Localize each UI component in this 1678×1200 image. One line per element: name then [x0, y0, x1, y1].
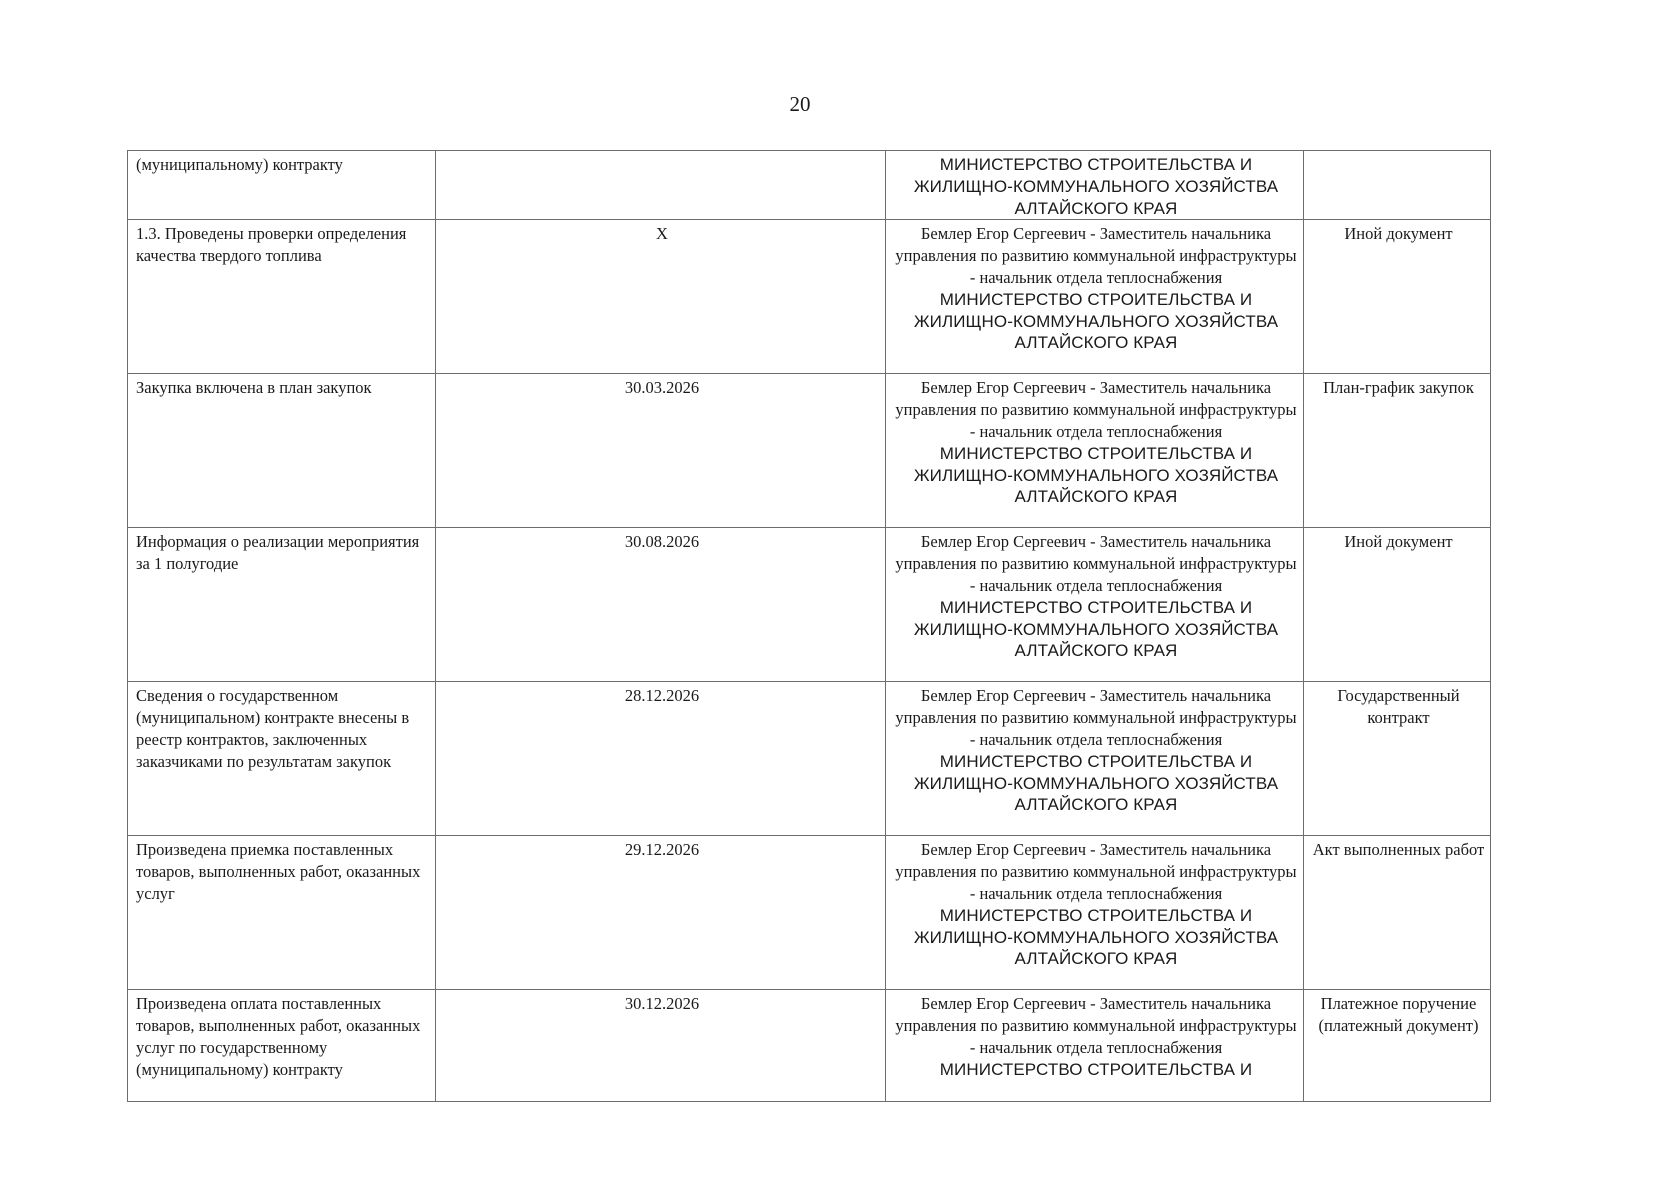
responsible-cell: [886, 528, 1304, 682]
responsible-person: Бемлер Егор Сергеевич - Заместитель начальника управления по развитию коммунальной инфраструктуры - начальник отдела теплоснабжения: [895, 532, 1297, 595]
ministry-name: МИНИСТЕРСТВО СТРОИТЕЛЬСТВА И ЖИЛИЩНО-КОММУНАЛЬНОГО ХОЗЯЙСТВА АЛТАЙСКОГО КРАЯ: [913, 751, 1279, 815]
date-cell: X: [436, 220, 886, 374]
ministry-name: МИНИСТЕРСТВО СТРОИТЕЛЬСТВА И ЖИЛИЩНО-КОММУНАЛЬНОГО ХОЗЯЙСТВА АЛТАЙСКОГО КРАЯ: [913, 443, 1279, 507]
ministry-name: МИНИСТЕРСТВО СТРОИТЕЛЬСТВА И ЖИЛИЩНО-КОММУНАЛЬНОГО ХОЗЯЙСТВА АЛТАЙСКОГО КРАЯ: [913, 597, 1279, 661]
table-row: [128, 682, 1491, 836]
responsible-person: Бемлер Егор Сергеевич - Заместитель начальника управления по развитию коммунальной инфраструктуры - начальник отдела теплоснабжения: [895, 378, 1297, 441]
plan-table: [127, 150, 1491, 1102]
table-row: [128, 990, 1491, 1102]
event-cell: Закупка включена в план закупок: [128, 374, 436, 528]
responsible-person: Бемлер Егор Сергеевич - Заместитель начальника управления по развитию коммунальной инфраструктуры - начальник отдела теплоснабжения: [895, 994, 1297, 1057]
responsible-cell: [886, 682, 1304, 836]
date-cell: 30.03.2026: [436, 374, 886, 528]
responsible-cell: [886, 374, 1304, 528]
document-type-cell: Платежное поручение (платежный документ): [1304, 990, 1491, 1102]
table-row: [128, 528, 1491, 682]
date-cell: 30.12.2026: [436, 990, 886, 1102]
responsible-cell: [886, 151, 1304, 220]
event-cell: Информация о реализации мероприятия за 1 полугодие: [128, 528, 436, 682]
document-type-cell: Государственный контракт: [1304, 682, 1491, 836]
date-cell: [436, 151, 886, 220]
document-type-cell: Иной документ: [1304, 220, 1491, 374]
event-cell: Произведена приемка поставленных товаров, выполненных работ, оказанных услуг: [128, 836, 436, 990]
table-row: [128, 374, 1491, 528]
ministry-name: МИНИСТЕРСТВО СТРОИТЕЛЬСТВА И ЖИЛИЩНО-КОММУНАЛЬНОГО ХОЗЯЙСТВА АЛТАЙСКОГО КРАЯ: [913, 905, 1279, 969]
ministry-name: МИНИСТЕРСТВО СТРОИТЕЛЬСТВА И ЖИЛИЩНО-КОММУНАЛЬНОГО ХОЗЯЙСТВА АЛТАЙСКОГО КРАЯ: [913, 155, 1279, 218]
responsible-person: Бемлер Егор Сергеевич - Заместитель начальника управления по развитию коммунальной инфраструктуры - начальник отдела теплоснабжения: [895, 224, 1297, 287]
document-type-cell: [1304, 151, 1491, 220]
table-row: [128, 151, 1491, 220]
responsible-cell: [886, 990, 1304, 1102]
ministry-name: МИНИСТЕРСТВО СТРОИТЕЛЬСТВА И ЖИЛИЩНО-КОММУНАЛЬНОГО ХОЗЯЙСТВА АЛТАЙСКОГО КРАЯ: [913, 289, 1279, 353]
responsible-person: Бемлер Егор Сергеевич - Заместитель начальника управления по развитию коммунальной инфраструктуры - начальник отдела теплоснабжения: [895, 840, 1297, 903]
date-cell: 30.08.2026: [436, 528, 886, 682]
document-type-cell: План-график закупок: [1304, 374, 1491, 528]
date-cell: 29.12.2026: [436, 836, 886, 990]
document-type-cell: Иной документ: [1304, 528, 1491, 682]
event-cell: 1.3. Проведены проверки определения качества твердого топлива: [128, 220, 436, 374]
event-cell: (муниципальному) контракту: [128, 151, 436, 220]
responsible-cell: [886, 836, 1304, 990]
event-cell: Произведена оплата поставленных товаров, выполненных работ, оказанных услуг по государственному (муниципальному) контракту: [128, 990, 436, 1102]
date-cell: 28.12.2026: [436, 682, 886, 836]
event-cell: Сведения о государственном (муниципальном) контракте внесены в реестр контрактов, заключенных заказчиками по результатам закупок: [128, 682, 436, 836]
responsible-person: Бемлер Егор Сергеевич - Заместитель начальника управления по развитию коммунальной инфраструктуры - начальник отдела теплоснабжения: [895, 686, 1297, 749]
ministry-name: МИНИСТЕРСТВО СТРОИТЕЛЬСТВА И: [939, 1059, 1253, 1079]
responsible-cell: [886, 220, 1304, 374]
page-number: 20: [789, 92, 811, 116]
document-type-cell: Акт выполненных работ: [1304, 836, 1491, 990]
table-row: [128, 220, 1491, 374]
table-row: [128, 836, 1491, 990]
